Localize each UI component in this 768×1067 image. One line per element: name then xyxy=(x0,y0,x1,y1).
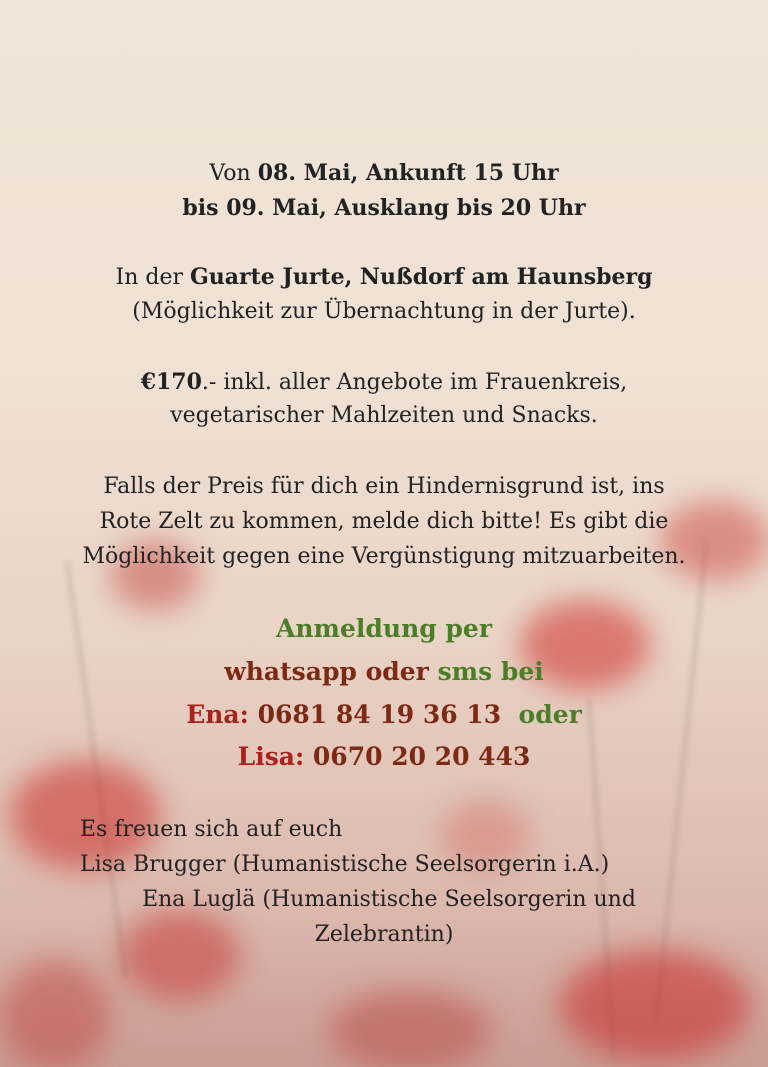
hardship-line-3: Möglichkeit gegen eine Vergünstigung mitzuarbeiten. xyxy=(82,544,686,569)
signature-greeting: Es freuen sich auf euch xyxy=(80,817,343,842)
contact-lisa-name: Lisa: xyxy=(237,742,313,771)
location-name: Guarte Jurte, Nußdorf am Haunsberg xyxy=(189,264,653,290)
location-line xyxy=(0,262,768,293)
location-note: (Möglichkeit zur Übernachtung in der Jurte). xyxy=(132,299,636,324)
poppy-flower xyxy=(330,990,490,1067)
registration-heading: Anmeldung per xyxy=(275,614,492,643)
hardship-line-2: Rote Zelt zu kommen, melde dich bitte! Es gibt die xyxy=(99,509,669,534)
registration-sms: sms bei xyxy=(437,657,544,686)
contact-lisa xyxy=(0,742,768,772)
signature-ena: Ena Luglä (Humanistische Seelsorgerin und xyxy=(142,887,636,912)
signature-ena-title: Zelebrantin) xyxy=(314,922,454,947)
registration-whatsapp: whatsapp oder xyxy=(224,657,438,686)
date-prefix: Von xyxy=(209,161,258,186)
poppy-flower xyxy=(0,960,110,1067)
contact-or: oder xyxy=(501,700,582,729)
contact-ena-name: Ena: xyxy=(186,700,258,729)
date-line-start xyxy=(0,158,768,189)
date-end: bis 09. Mai, Ausklang bis 20 Uhr xyxy=(182,195,586,221)
signature-lisa: Lisa Brugger (Humanistische Seelsorgerin i.A.) xyxy=(80,852,610,877)
contact-lisa-phone[interactable]: 0670 20 20 443 xyxy=(312,742,531,771)
price-line-2: vegetarischer Mahlzeiten und Snacks. xyxy=(170,403,598,428)
date-start: 08. Mai, Ankunft 15 Uhr xyxy=(257,160,559,186)
contact-ena-phone[interactable]: 0681 84 19 36 13 xyxy=(257,700,502,729)
price-includes: .- inkl. aller Angebote im Frauenkreis, xyxy=(201,370,628,395)
hardship-line-1: Falls der Preis für dich ein Hindernisgrund ist, ins xyxy=(103,474,665,499)
registration-channels xyxy=(0,657,768,687)
poppy-flower xyxy=(560,950,750,1060)
price-line xyxy=(0,367,768,398)
contact-ena xyxy=(0,700,768,730)
location-prefix: In der xyxy=(115,265,190,290)
price-amount: €170 xyxy=(140,369,202,395)
